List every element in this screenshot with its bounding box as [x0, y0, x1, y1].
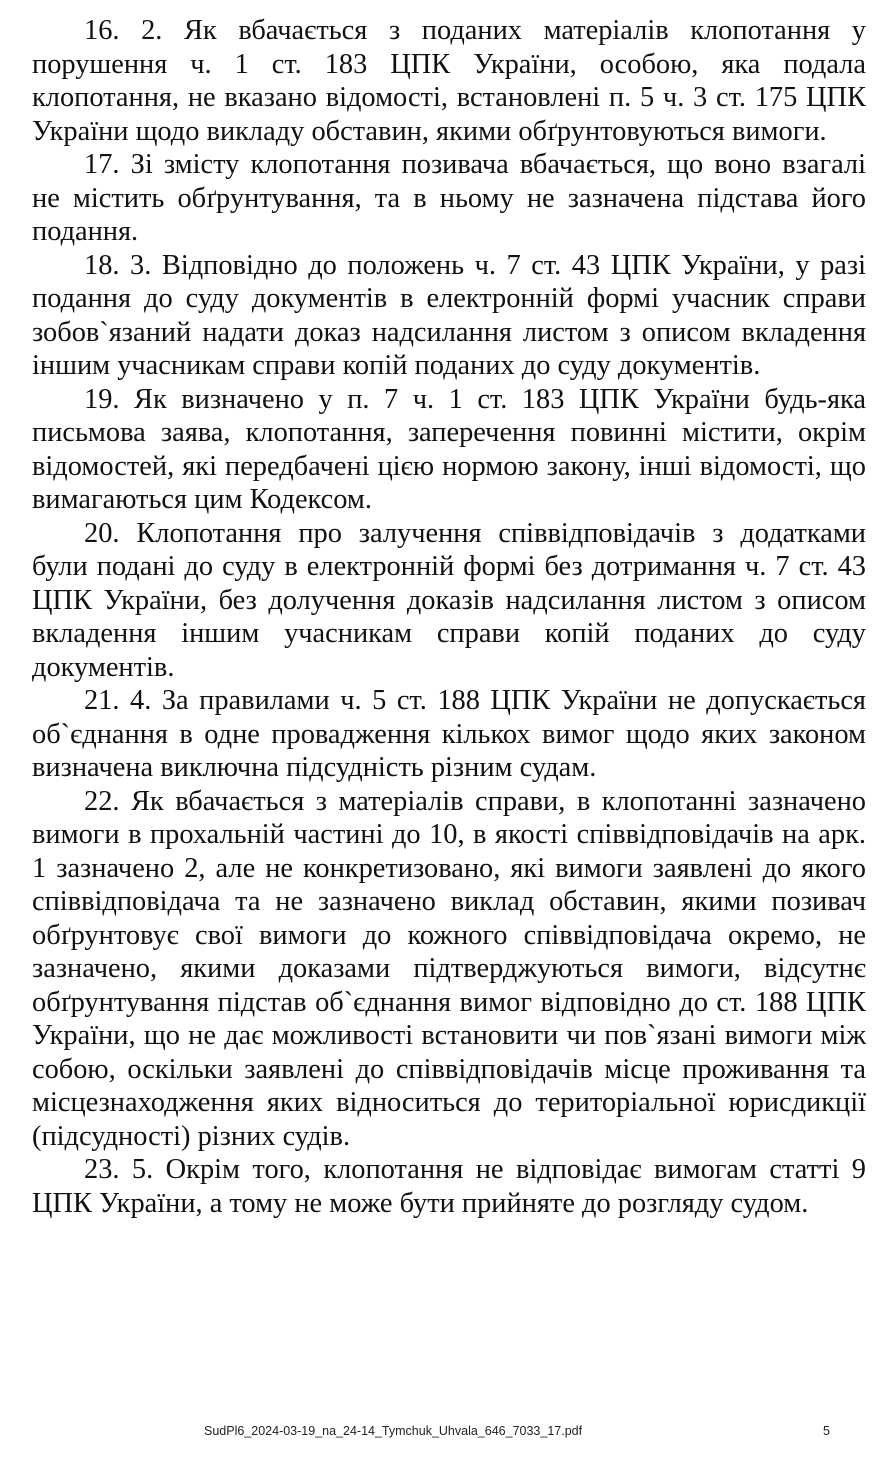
footer-page-number: 5 [823, 1424, 830, 1438]
paragraph-21: 21. 4. За правилами ч. 5 ст. 188 ЦПК України не допускається об`єднання в одне провадження кількох вимог щодо яких законом визначена виключна підсудність різним судам. [32, 685, 866, 783]
paragraph-20: 20. Клопотання про залучення співвідповідачів з додатками були подані до суду в електронній формі без дотримання ч. 7 ст. 43 ЦПК України, без долучення доказів надсилання листом з описом вкладення іншим учасникам справи копій поданих до суду документів. [32, 517, 866, 683]
paragraph-19: 19. Як визначено у п. 7 ч. 1 ст. 183 ЦПК України будь-яка письмова заява, клопотання, заперечення повинні містити, окрім відомостей, які передбачені цією нормою закону, інші відомості, що вимагаються цим Кодексом. [32, 383, 866, 515]
footer-filename: SudPl6_2024-03-19_na_24-14_Tymchuk_Uhvala_646_7033_17.pdf [204, 1424, 583, 1438]
paragraph-17: 17. Зі змісту клопотання позивача вбачається, що воно взагалі не містить обґрунтування, та в ньому не зазначена підстава його подання. [32, 149, 866, 247]
paragraph-18: 18. 3. Відповідно до положень ч. 7 ст. 43 ЦПК України, у разі подання до суду документів в електронній формі учасник справи зобов`язаний надати доказ надсилання листом з описом вкладення іншим учасникам справи копій поданих до суду документів. [32, 249, 866, 381]
paragraph-23: 23. 5. Окрім того, клопотання не відповідає вимогам статті 9 ЦПК України, а тому не може бути прийняте до розгляду судом. [32, 1154, 866, 1219]
page-footer [0, 1424, 888, 1444]
paragraph-22: 22. Як вбачається з матеріалів справи, в клопотанні зазначено вимоги в прохальній частині до 10, в якості співвідповідачів на арк. 1 зазначено 2, але не конкретизовано, які вимоги заявлені до якого співвідповідача та не зазначено виклад обставин, якими позивач обґрунтовує свої вимоги до кожного співвідповідача окремо, не зазначено, якими доказами підтверджуються вимоги, відсутнє обґрунтування підстав об`єднання вимог відповідно до ст. 188 ЦПК України, що не дає можливості встановити чи пов`язані вимоги між собою, оскільки заявлені до співвідповідачів місце проживання та місцезнаходження яких відноситься до територіальної юрисдикції (підсудності) різних судів. [32, 785, 866, 1152]
paragraph-16: 16. 2. Як вбачається з поданих матеріалів клопотання у порушення ч. 1 ст. 183 ЦПК України, особою, яка подала клопотання, не вказано відомості, встановлені п. 5 ч. 3 ст. 175 ЦПК України щодо викладу обставин, якими обґрунтовуються вимоги. [32, 15, 866, 147]
document-body [32, 14, 866, 1220]
